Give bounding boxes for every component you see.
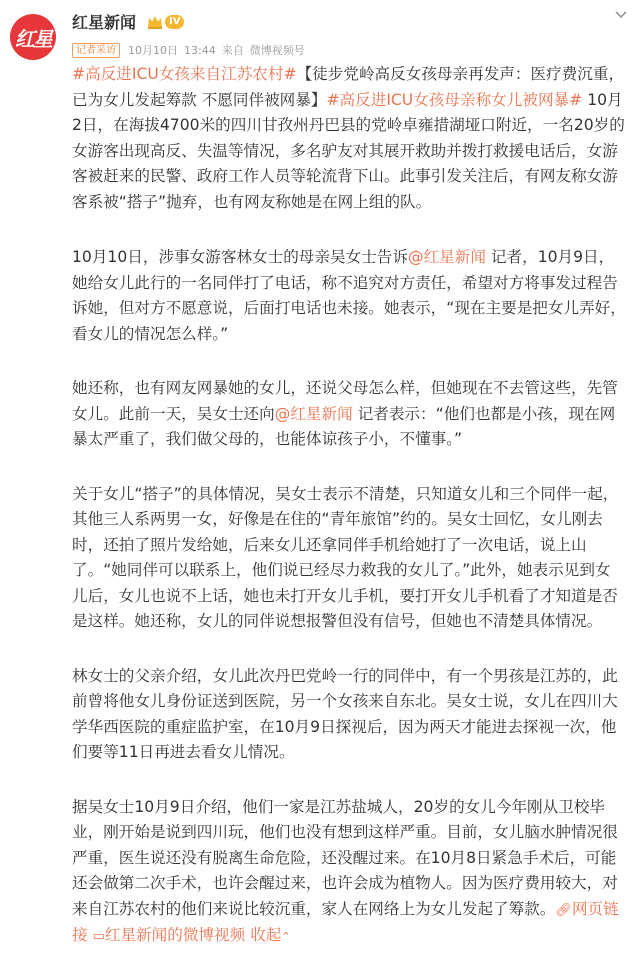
mention-link[interactable]: @红星新闻 — [407, 248, 486, 266]
paragraph-text: 据吴女士10月9日介绍，他们一家是江苏盐城人，20岁的女儿今年刚从卫校毕业，刚开始是说到四川玩，他们也没有想到这样严重。目前，女儿脑水肿情况很严重，医生说还没有脱离生命危险，还没醒过来。在10月8日紧急手术后，可能还会做第二次手术，也许会醒过来，也许会成为植物人。因为医疗费用较大，对来自江苏农村的他们来说比较沉重，家人在网络上为女儿发起了筹款。 — [72, 797, 618, 918]
avatar[interactable] — [10, 14, 56, 60]
web-link-label: 网页链接 — [72, 899, 619, 944]
post-time[interactable]: 13:44 — [184, 43, 216, 57]
post-source[interactable]: 微博视频号 — [249, 44, 305, 57]
post-meta — [72, 42, 305, 58]
paragraph — [72, 245, 626, 347]
paragraph-text: 10月10日，涉事女游客林女士的母亲吴女士告诉 — [72, 248, 408, 266]
paragraph-text: 她还称，也有网友网暴她的女儿，还说父母怎么样，但她现在不去管这些，先管女儿。此前一天，吴女士还向 — [72, 379, 618, 423]
link-icon: 🔗︎ — [555, 902, 572, 918]
chevron-up-icon: ⌃ — [281, 930, 291, 943]
verified-crown-icon — [146, 13, 164, 31]
collapse-label: 收起 — [250, 926, 282, 944]
avatar-logo-text: 红星 — [15, 26, 51, 51]
collapse-button[interactable] — [250, 926, 290, 944]
video-link[interactable] — [93, 926, 246, 944]
reporter-interview-tag: 记者采访 — [72, 43, 120, 58]
paragraph-text: 记者，10月9日，她给女儿此行的一名同伴打了电话，称不追究对方责任，希望对方将事发过程告诉她，但对方不愿意说，后面打电话也未接。她表示，“现在主要是把女儿弄好，看女儿的情况怎么样。” — [72, 248, 626, 343]
post-date[interactable]: 10月10日 — [128, 44, 178, 57]
paragraph-text: 记者表示：“他们也都是小孩，现在网暴太严重了，我们做父母的，也能体谅孩子小，不懂事。” — [72, 404, 616, 448]
paragraph-text: 【徒步党岭高反女孩母亲再发声：医疗费沉重，已为女儿发起筹款 不愿同伴被网暴】 — [72, 65, 625, 109]
mention-link[interactable]: @红星新闻 — [274, 404, 353, 423]
paragraph — [72, 376, 626, 453]
video-icon: ▭ — [92, 929, 105, 944]
post-header — [0, 0, 640, 62]
paragraph — [72, 795, 626, 950]
paragraph-text: 关于女儿“搭子”的具体情况，吴女士表示不清楚，只知道女儿和三个同伴一起，其他三人系两男一女，好像是在住的“青年旅馆”约的。吴女士回忆，女儿刚去时，还拍了照片发给她，后来女儿还拿同伴手机给她打了一次电话，说上山了。“她同伴可以联系上，他们说已经尽力救我的女儿了。”此外，她表示见到女儿后，女儿也说不上话，她也未打开女儿手机，要打开女儿手机看了才知道是否是这样。她还称，女儿的同伴说想报警但没有信号，但她也不清楚具体情况。 — [72, 484, 619, 630]
paragraph — [72, 62, 626, 215]
paragraph-text: 10月2日，在海拔4700米的四川甘孜州丹巴县的党岭卓雍措湖垭口附近，一名20岁的女游客出现高反、失温等情况，多名驴友对其展开救助并拨打救援电话后，女游客被赶来的民警、政府工作人员等轮流背下山。此事引发关注后，有网友称女游客系被“搭子”抛弃，也有网友称她是在网上组的队。 — [72, 90, 625, 211]
paragraph — [72, 664, 626, 766]
paragraph-text: 林女士的父亲介绍，女儿此次丹巴党岭一行的同伴中，有一个男孩是江苏的，此前曾将他女儿身份证送到医院，另一个女孩来自东北。吴女士说，女儿在四川大学华西医院的重症监护室，在10月9日探视后，因为两天才能进去探视一次，他们要等11日再进去看女儿情况。 — [72, 666, 618, 761]
hashtag-link[interactable]: #高反进ICU女孩母亲称女儿被网暴# — [326, 90, 583, 109]
level-badge: IV — [165, 15, 184, 29]
chevron-down-icon[interactable] — [610, 8, 632, 22]
paragraph — [72, 482, 626, 635]
hashtag-link[interactable]: #高反进ICU女孩来自江苏农村# — [72, 65, 297, 83]
author-name[interactable]: 红星新闻 — [72, 13, 137, 32]
post-body — [72, 62, 626, 979]
video-link-label: 红星新闻的微博视频 — [104, 926, 246, 944]
source-prefix: 来自 — [221, 44, 244, 57]
